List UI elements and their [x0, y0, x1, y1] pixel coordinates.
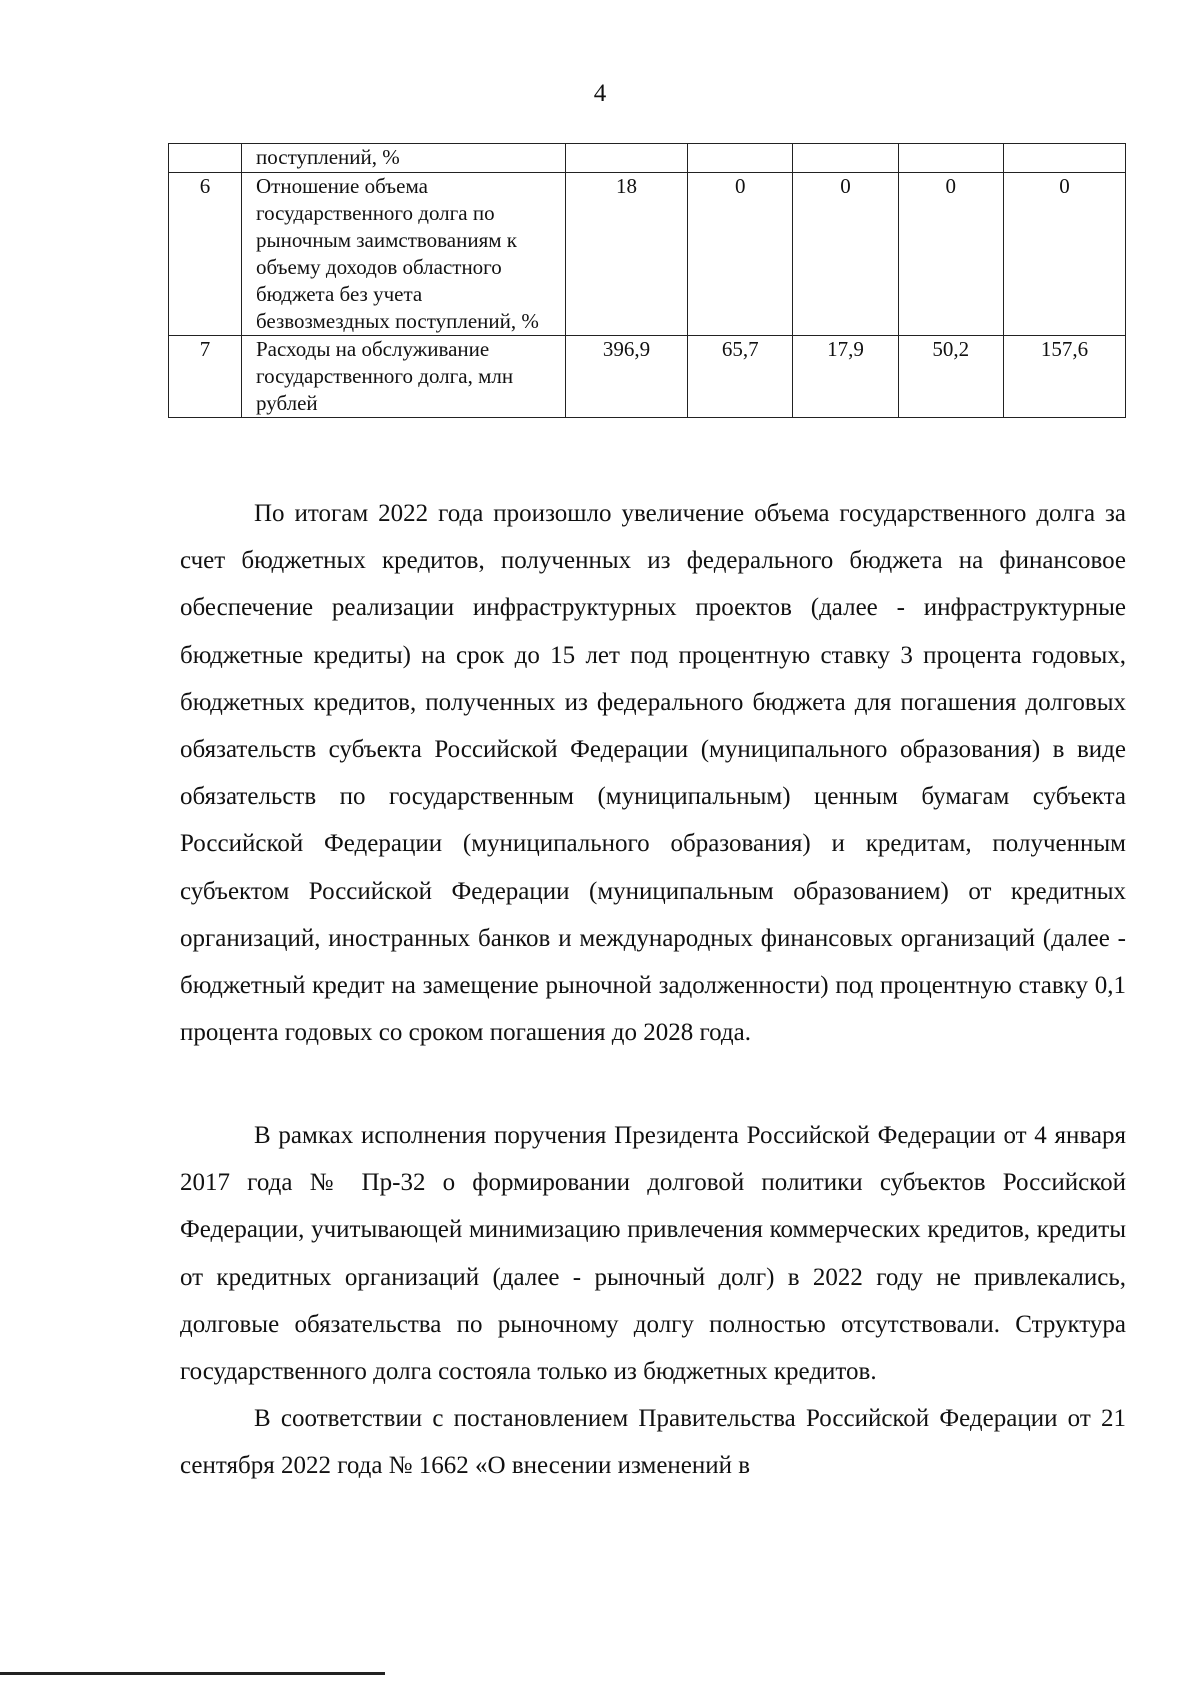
row-number: 6: [169, 173, 242, 336]
row-value: 157,6: [1003, 336, 1125, 418]
row-value: 50,2: [898, 336, 1003, 418]
row-value: 0: [1003, 173, 1125, 336]
row-value: 65,7: [688, 336, 793, 418]
body-paragraph: В рамках исполнения поручения Президента Российской Федерации от 4 января 2017 года № Пр-32 о формировании долговой политики субъектов Российской Федерации, учитывающей минимизацию привлечения коммерческих кредитов, кредиты от кредитных организаций (далее - рыночный долг) в 2022 году не привлекались, долговые обязательства по рыночному долгу полностью отсутствовали. Структура государственного долга состояла только из бюджетных кредитов.: [180, 1122, 1126, 1386]
table-row: [169, 173, 1126, 336]
row-value: 0: [688, 173, 793, 336]
indicators-table: [168, 143, 1126, 418]
row-value: 396,9: [566, 336, 688, 418]
body-paragraph: По итогам 2022 года произошло увеличение объема государственного долга за счет бюджетных кредитов, полученных из федерального бюджета на финансовое обеспечение реализации инфраструктурных проектов (далее - инфраструктурные бюджетные кредиты) на срок до 15 лет под процентную ставку 3 процента годовых, бюджетных кредитов, полученных из федерального бюджета для погашения долговых обязательств субъекта Российской Федерации (муниципального образования) в виде обязательств по государственным (муниципальным) ценным бумагам субъекта Российской Федерации (муниципального образования) и кредитам, полученным субъектом Российской Федерации (муниципальным образованием) от кредитных организаций, иностранных банков и международных финансовых организаций (далее - бюджетный кредит на замещение рыночной задолженности) под процентную ставку 0,1 процента годовых со сроком погашения до 2028 года.: [180, 500, 1126, 1047]
row-value: 0: [793, 173, 898, 336]
row-number: 7: [169, 336, 242, 418]
body-paragraph: В соответствии с постановлением Правительства Российской Федерации от 21 сентября 2022 года № 1662 «О внесении изменений в: [180, 1405, 1126, 1480]
row-value: [566, 144, 688, 173]
footer-rule: [0, 1672, 385, 1675]
row-label: поступлений, %: [242, 144, 566, 173]
row-label: Отношение объема государственного долга по рыночным заимствованиям к объему доходов областного бюджета без учета безвозмездных поступлений, %: [242, 173, 566, 336]
row-label: Расходы на обслуживание государственного долга, млн рублей: [242, 336, 566, 418]
row-value: [1003, 144, 1125, 173]
row-value: [898, 144, 1003, 173]
page-number: 4: [593, 80, 607, 107]
row-value: 0: [898, 173, 1003, 336]
row-value: [688, 144, 793, 173]
table-row: [169, 336, 1126, 418]
row-value: 18: [566, 173, 688, 336]
row-value: 17,9: [793, 336, 898, 418]
row-value: [793, 144, 898, 173]
table-row: [169, 144, 1126, 173]
row-number: [169, 144, 242, 173]
